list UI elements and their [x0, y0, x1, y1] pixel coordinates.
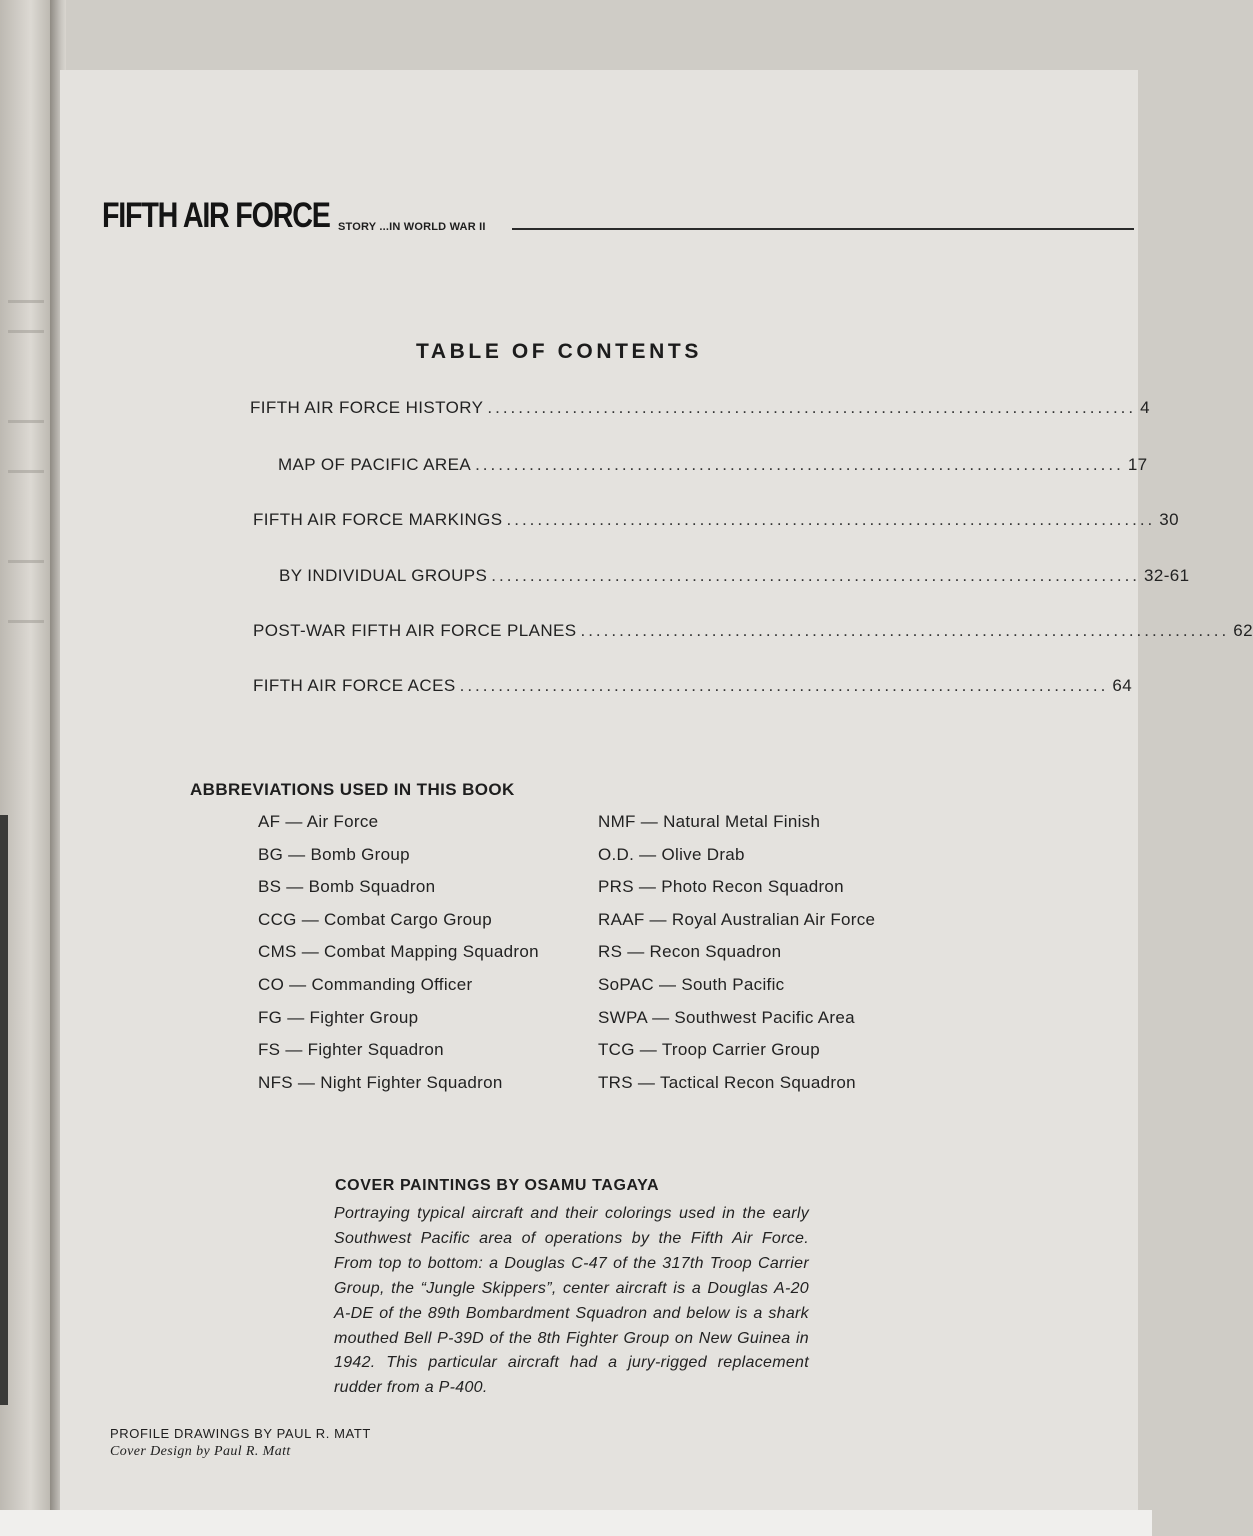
toc-title: TABLE OF CONTENTS: [416, 340, 702, 363]
toc-entry-page: 32-61: [1144, 566, 1190, 585]
adjacent-page-edge: [0, 0, 56, 1536]
toc-entry-page: 64: [1112, 676, 1133, 695]
toc-entry-page: 17: [1127, 455, 1148, 474]
abbreviation-item: CCG — Combat Cargo Group: [258, 909, 492, 929]
toc-entry-page: 4: [1140, 398, 1150, 417]
toc-entry: [253, 621, 1253, 641]
toc-leader-dots: ....................................................................................: [459, 676, 1109, 695]
bleed-through-text: [8, 330, 44, 333]
toc-entry: [250, 398, 1150, 418]
abbreviation-item: O.D. — Olive Drab: [598, 844, 745, 864]
toc-entry: [279, 566, 1190, 586]
abbreviation-item: CMS — Combat Mapping Squadron: [258, 942, 539, 962]
toc-entry-label: FIFTH AIR FORCE MARKINGS: [253, 510, 503, 529]
bleed-through-text: [8, 420, 44, 423]
header-rule: [512, 228, 1134, 230]
cover-paintings-description: Portraying typical aircraft and their colorings used in the early Southwest Pacific area of operations by the Fifth Air Force. From top to bottom: a Douglas C-47 of the 317th Troop Carrier Group, the “Jungle Skippers”, center aircraft is a Douglas A-20 A-DE of the 89th Bombardment Squadron and below is a shark mouthed Bell P-39D of the 8th Fighter Group on New Guinea in 1942. This particular aircraft had a jury-rigged replacement rudder from a P-400.: [334, 1205, 809, 1397]
abbreviation-item: CO — Commanding Officer: [258, 974, 473, 994]
toc-entry-label: BY INDIVIDUAL GROUPS: [279, 566, 488, 585]
bleed-through-text: [8, 300, 44, 303]
bleed-through-text: [8, 560, 44, 563]
profile-drawings-credit: PROFILE DRAWINGS BY PAUL R. MATT: [110, 1426, 371, 1441]
abbreviation-item: BS — Bomb Squadron: [258, 877, 436, 897]
toc-entry: [253, 510, 1179, 530]
toc-entry-page: 62: [1233, 621, 1253, 640]
bleed-through-text: [8, 620, 44, 623]
abbreviation-item: RS — Recon Squadron: [598, 942, 782, 962]
toc-leader-dots: ....................................................................................: [580, 621, 1230, 640]
toc-entry-label: FIFTH AIR FORCE ACES: [253, 676, 456, 695]
adjacent-page-photo: [0, 815, 8, 1405]
abbreviation-item: RAAF — Royal Australian Air Force: [598, 909, 876, 929]
abbreviation-item: SWPA — Southwest Pacific Area: [598, 1007, 855, 1027]
abbreviation-item: TRS — Tactical Recon Squadron: [598, 1072, 856, 1092]
abbreviation-item: NFS — Night Fighter Squadron: [258, 1072, 503, 1092]
page-header-subtitle: STORY ...IN WORLD WAR II: [338, 221, 486, 233]
cover-paintings-title: COVER PAINTINGS BY OSAMU TAGAYA: [335, 1177, 660, 1194]
page-header-title: FIFTH AIR FORCE: [102, 196, 330, 235]
toc-entry-label: MAP OF PACIFIC AREA: [278, 455, 472, 474]
abbreviation-item: AF — Air Force: [258, 812, 379, 831]
abbreviation-item: FG — Fighter Group: [258, 1007, 419, 1027]
toc-leader-dots: ....................................................................................: [475, 455, 1124, 474]
bleed-through-text: [8, 470, 44, 473]
abbreviation-item: SoPAC — South Pacific: [598, 974, 785, 994]
abbreviations-right-column: [598, 812, 875, 1105]
abbreviations-title: ABBREVIATIONS USED IN THIS BOOK: [190, 780, 515, 799]
toc-leader-dots: ....................................................................................: [491, 566, 1141, 585]
abbreviation-item: NMF — Natural Metal Finish: [598, 812, 821, 831]
abbreviation-item: PRS — Photo Recon Squadron: [598, 877, 844, 897]
toc-leader-dots: ....................................................................................: [506, 510, 1156, 529]
abbreviation-item: TCG — Troop Carrier Group: [598, 1040, 820, 1060]
toc-entry-page: 30: [1159, 510, 1179, 529]
toc-entry-label: POST-WAR FIFTH AIR FORCE PLANES: [253, 621, 577, 640]
toc-entry: [253, 676, 1133, 696]
toc-entry: [278, 455, 1148, 475]
table-surface: [0, 1510, 1152, 1536]
toc-leader-dots: ....................................................................................: [487, 398, 1137, 417]
abbreviation-item: BG — Bomb Group: [258, 844, 410, 864]
cover-design-credit: Cover Design by Paul R. Matt: [110, 1444, 291, 1459]
abbreviations-left-column: [258, 812, 539, 1105]
abbreviation-item: FS — Fighter Squadron: [258, 1040, 444, 1060]
toc-entry-label: FIFTH AIR FORCE HISTORY: [250, 398, 484, 417]
